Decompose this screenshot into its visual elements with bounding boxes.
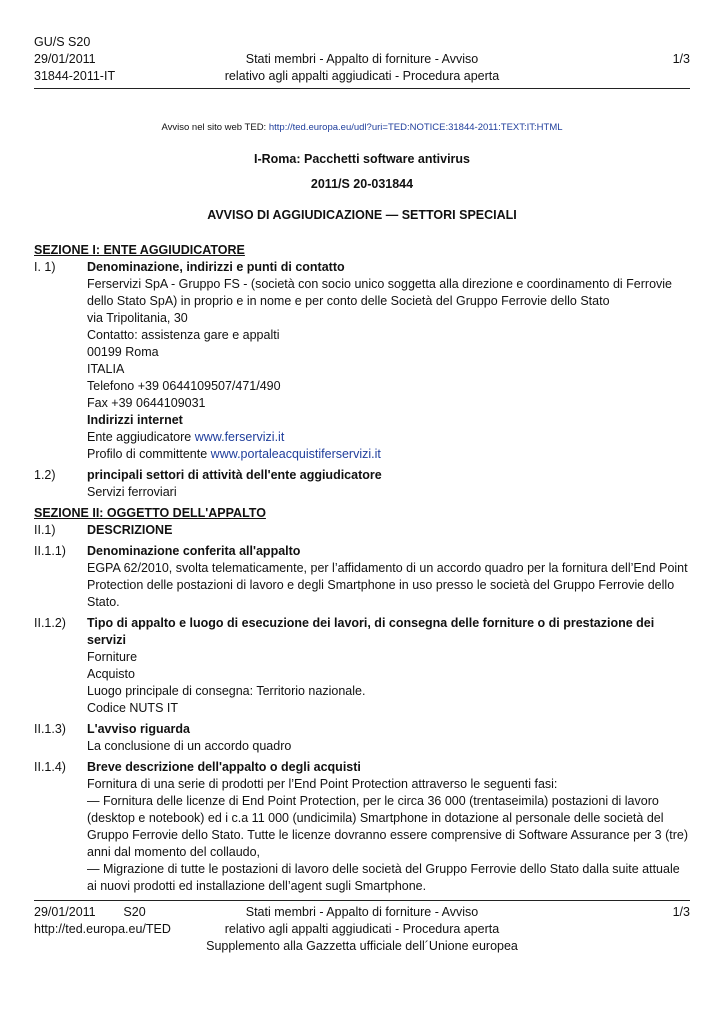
item-number: II.1.4) <box>34 760 66 774</box>
footer-left <box>34 904 171 938</box>
item-number: I. 1) <box>34 260 56 274</box>
item-line: Acquisto <box>87 667 135 681</box>
item-number: II.1) <box>34 523 56 537</box>
contact-line: ITALIA <box>87 362 125 376</box>
ted-notice <box>0 122 724 133</box>
section-2-heading: SEZIONE II: OGGETTO DELL'APPALTO <box>34 506 266 520</box>
section-1-heading: SEZIONE I: ENTE AGGIUDICATORE <box>34 243 245 257</box>
item-title: Denominazione, indirizzi e punti di contatto <box>87 260 345 274</box>
footer-page-number: 1/3 <box>672 905 690 919</box>
notice-title: I-Roma: Pacchetti software antivirus <box>253 152 471 166</box>
item-title: L'avviso riguarda <box>87 722 191 736</box>
header-center <box>34 51 690 85</box>
item-title: Denominazione conferita all'appalto <box>87 544 301 558</box>
item-ii13 <box>34 721 690 755</box>
notice-type: AVVISO DI AGGIUDICAZIONE — SETTORI SPECIALI <box>207 208 517 222</box>
profilo-link[interactable]: www.portaleacquistiferservizi.it <box>210 447 381 461</box>
header-series: GU/S S20 <box>34 35 91 49</box>
item-title: principali settori di attività dell'ente aggiudicatore <box>87 468 382 482</box>
ente-label: Ente aggiudicatore <box>87 430 195 444</box>
notice-reference: 2011/S 20-031844 <box>310 177 414 191</box>
page-footer <box>34 900 690 955</box>
item-text: EGPA 62/2010, svolta telematicamente, per l’affidamento di un accordo quadro per la fornitura dell’End Point Protection delle postazioni di lavoro e degli Smartphone in uso presso le società del Gruppo Ferrovie dello Stato. <box>87 561 688 609</box>
item-title: DESCRIZIONE <box>87 523 173 537</box>
item-number: II.1.2) <box>34 616 66 630</box>
internet-title: Indirizzi internet <box>87 413 183 427</box>
item-value: La conclusione di un accordo quadro <box>87 739 292 753</box>
ted-link[interactable]: http://ted.europa.eu/udl?uri=TED:NOTICE:31844-2011:TEXT:IT:HTML <box>268 122 563 133</box>
contact-line: Contatto: assistenza gare e appalti <box>87 328 280 342</box>
item-value: Servizi ferroviari <box>87 485 177 499</box>
item-line: Luogo principale di consegna: Territorio nazionale. <box>87 684 366 698</box>
header-title-2: relativo agli appalti aggiudicati - Procedura aperta <box>224 69 500 83</box>
item-ii14 <box>34 759 690 895</box>
header-date: 29/01/2011 <box>34 52 96 66</box>
item-number: II.1.3) <box>34 722 66 736</box>
item-line: Fornitura di una serie di prodotti per l’End Point Protection attraverso le seguenti fasi: <box>87 777 558 791</box>
footer-title-1: Stati membri - Appalto di forniture - Avviso <box>245 905 479 919</box>
header-doc-id: 31844-2011-IT <box>34 69 116 83</box>
profilo-label: Profilo di committente <box>87 447 211 461</box>
footer-title-3: Supplemento alla Gazzetta ufficiale dell´Unione europea <box>206 939 518 953</box>
item-i1 <box>34 259 690 463</box>
item-line: — Fornitura delle licenze di End Point Protection, per le circa 36 000 (trentaseimila) postazioni di lavoro (desktop e notebook) ed i c.a 11 000 (undicimila) Smartphone in dotazione al personale delle società del Gruppo Ferrovie dello Stato. Tutte le licenze dovranno essere comprensive di Software Assurance per 3 (tre) anni dal momento del collaudo, <box>87 794 688 859</box>
item-ii11 <box>34 543 690 611</box>
contact-line: Fax +39 0644109031 <box>87 396 206 410</box>
header-page-number: 1/3 <box>672 52 690 66</box>
item-line: Forniture <box>87 650 138 664</box>
item-title: Tipo di appalto e luogo di esecuzione dei lavori, di consegna delle forniture o di prestazione dei servizi <box>87 616 655 647</box>
document-body <box>34 242 690 898</box>
item-number: 1.2) <box>34 468 56 482</box>
page-header <box>34 34 690 89</box>
item-line: Codice NUTS IT <box>87 701 178 715</box>
footer-url: http://ted.europa.eu/TED <box>34 922 171 936</box>
profilo-line <box>87 446 690 463</box>
footer-date-series: 29/01/2011 S20 <box>34 905 146 919</box>
contact-line: via Tripolitania, 30 <box>87 311 188 325</box>
ente-line <box>87 429 690 446</box>
contact-line: 00199 Roma <box>87 345 159 359</box>
footer-title-2: relativo agli appalti aggiudicati - Procedura aperta <box>224 922 500 936</box>
item-number: II.1.1) <box>34 544 66 558</box>
ted-prefix: Avviso nel sito web TED: <box>161 122 269 133</box>
ente-link[interactable]: www.ferservizi.it <box>194 430 285 444</box>
item-ii1 <box>34 522 690 539</box>
item-i2 <box>34 467 690 501</box>
item-title: Breve descrizione dell'appalto o degli acquisti <box>87 760 361 774</box>
item-line: — Migrazione di tutte le postazioni di lavoro delle società del Gruppo Ferrovie dello Stato dalla suite attuale ai nuovi prodotti ed installazione dell’agent sugli Smartphone. <box>87 862 680 893</box>
contact-line: Telefono +39 0644109507/471/490 <box>87 379 281 393</box>
contact-line: Ferservizi SpA - Gruppo FS - (società con socio unico soggetta alla direzione e coordinamento di Ferrovie dello Stato SpA) in proprio e in nome e per conto delle Società del Gruppo Ferrovie dello Stato <box>87 277 673 308</box>
item-ii12 <box>34 615 690 717</box>
header-title-1: Stati membri - Appalto di forniture - Avviso <box>245 52 479 66</box>
